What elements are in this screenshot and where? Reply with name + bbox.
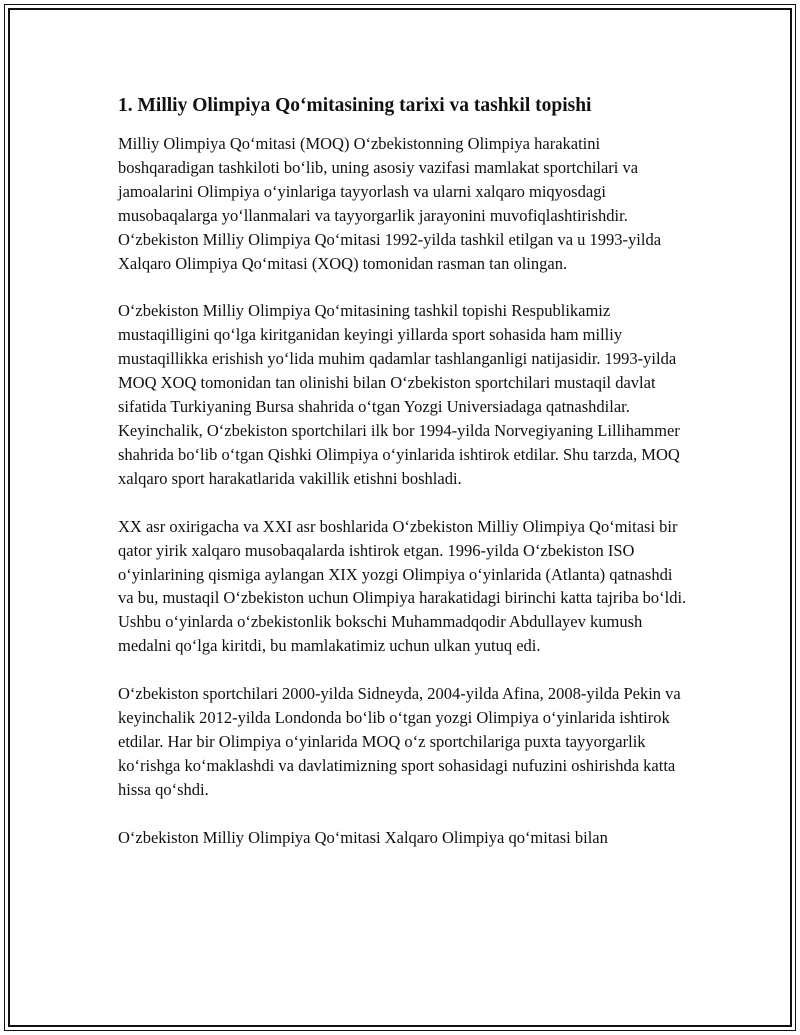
paragraph-5: Oʻzbekiston Milliy Olimpiya Qoʻmitasi Xalqaro Olimpiya qoʻmitasi bilan	[118, 827, 608, 847]
paragraph-1: Milliy Olimpiya Qoʻmitasi (MOQ) Oʻzbekistonning Olimpiya harakatini boshqaradigan tashkiloti boʻlib, uning asosiy vazifasi mamlakat sportchilari va jamoalarini Olimpiya oʻyinlariga tayyorlash va ularni xalqaro miqyosdagi musobaqalarga yoʻllanmalari va tayyorgarlik jarayonini muvofiqlashtirishdir. Oʻzbekiston Milliy Olimpiya Qoʻmitasi 1992-yilda tashkil etilgan va u 1993-yilda Xalqaro Olimpiya Qoʻmitasi (XOQ) tomonidan rasman tan olingan.	[118, 134, 662, 273]
paragraph-3: XX asr oxirigacha va XXI asr boshlarida Oʻzbekiston Milliy Olimpiya Qoʻmitasi bir qator yirik xalqaro musobaqalarda ishtirok etgan. 1996-yilda Oʻzbekiston ISO oʻyinlarining qismiga aylangan XIX yozgi Olimpiya oʻyinlarida (Atlanta) qatnashdi va bu, mustaqil Oʻzbekiston uchun Olimpiya harakatidagi birinchi katta tajriba boʻldi. Ushbu oʻyinlarda oʻzbekistonlik bokschi Muhammadqodir Abdullayev kumush medalni qoʻlga kiritdi, bu mamlakatimiz uchun ulkan yutuq edi.	[118, 516, 687, 656]
paragraph-4: Oʻzbekiston sportchilari 2000-yilda Sidneyda, 2004-yilda Afina, 2008-yilda Pekin va keyinchalik 2012-yilda Londonda boʻlib oʻtgan yozgi Olimpiya oʻyinlarida ishtirok etdilar. Har bir Olimpiya oʻyinlarida MOQ oʻz sportchilariga puxta tayyorgarlik koʻrishga koʻmaklashdi va davlatimizning sport sohasidagi nufuzini oshirishda katta hissa qoʻshdi.	[118, 684, 681, 799]
paragraph-2: Oʻzbekiston Milliy Olimpiya Qoʻmitasining tashkil topishi Respublikamiz mustaqilligini qoʻlga kiritganidan keyingi yillarda sport sohasida ham milliy mustaqillikka erishish yoʻlida muhim qadamlar tashlanganligi natijasidir. 1993-yilda MOQ XOQ tomonidan tan olinishi bilan Oʻzbekiston sportchilari mustaqil davlat sifatida Turkiyaning Bursa shahrida oʻtgan Yozgi Universiadaga qatnashdilar. Keyinchalik, Oʻzbekiston sportchilari ilk bor 1994-yilda Norvegiyaning Lillihammer shahrida boʻlib oʻtgan Qishki Olimpiya oʻyinlarida ishtirok etdilar. Shu tarzda, MOQ xalqaro sport harakatlarida vakillik etishni boshladi.	[118, 301, 680, 488]
section-heading: 1. Milliy Olimpiya Qoʻmitasining tarixi va tashkil topishi	[118, 95, 592, 116]
document-body	[118, 92, 690, 874]
